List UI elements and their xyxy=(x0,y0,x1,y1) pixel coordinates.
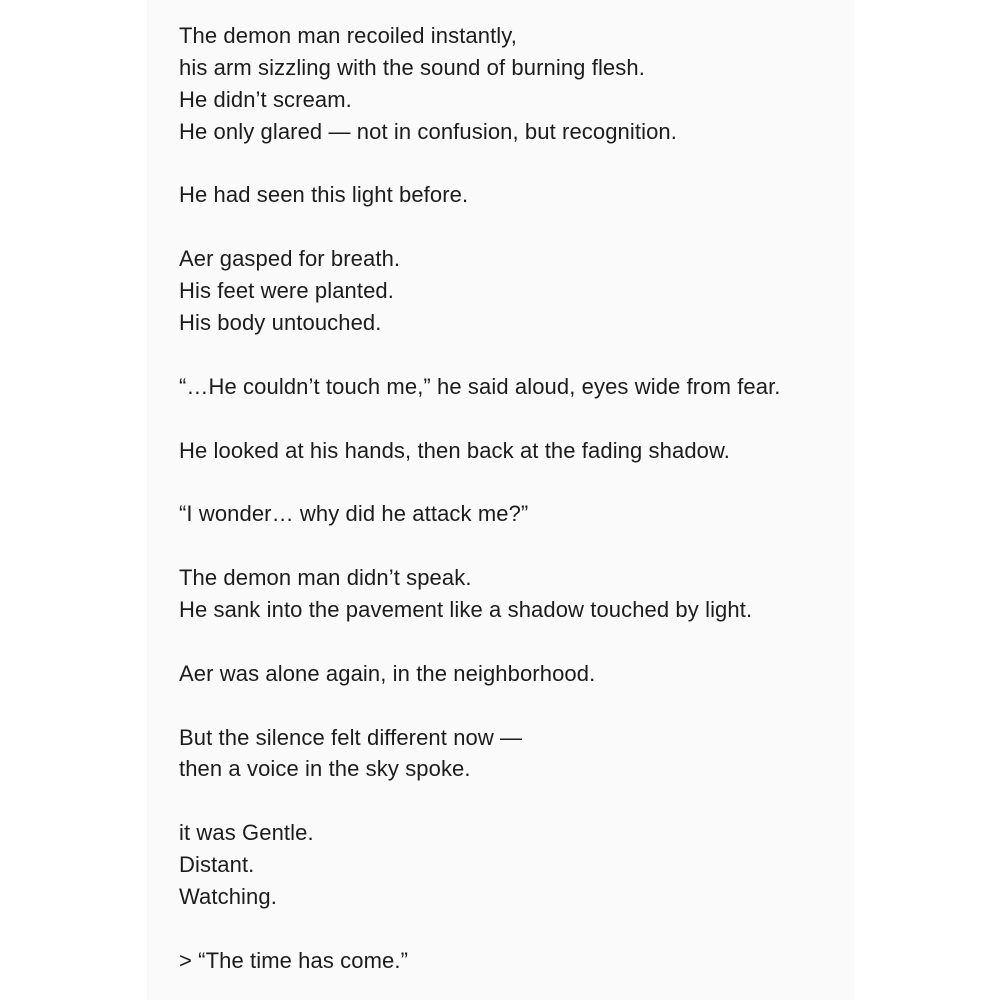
text-line: His body untouched. xyxy=(179,310,382,336)
text-line: But the silence felt different now — xyxy=(179,724,523,750)
blank-line xyxy=(179,466,839,498)
text-line: He sank into the pavement like a shadow touched by light. xyxy=(179,597,753,623)
blank-line xyxy=(179,339,839,371)
text-line: Aer was alone again, in the neighborhood. xyxy=(179,660,596,686)
text-line: He had seen this light before. xyxy=(179,182,469,208)
text-line: his arm sizzling with the sound of burning flesh. xyxy=(179,54,645,80)
blank-line xyxy=(179,626,839,658)
blank-line xyxy=(179,530,839,562)
blank-line xyxy=(179,690,839,722)
text-line: His feet were planted. xyxy=(179,278,394,304)
blank-line xyxy=(179,211,839,243)
text-line: Aer gasped for breath. xyxy=(179,246,401,272)
text-line: The demon man recoiled instantly, xyxy=(179,23,517,48)
text-line: > “The time has come.” xyxy=(179,947,408,973)
story-text xyxy=(179,20,839,977)
blank-line xyxy=(179,913,839,945)
text-line: then a voice in the sky spoke. xyxy=(179,756,471,782)
blank-line xyxy=(179,148,839,180)
text-line: “…He couldn’t touch me,” he said aloud, eyes wide from fear. xyxy=(179,373,781,399)
text-line: Watching. xyxy=(179,884,277,910)
text-line: The demon man didn’t speak. xyxy=(179,565,472,591)
blank-line xyxy=(179,403,839,435)
text-line: Distant. xyxy=(179,852,255,878)
text-line: He looked at his hands, then back at the fading shadow. xyxy=(179,437,730,463)
text-line: “I wonder… why did he attack me?” xyxy=(179,501,529,527)
text-line: it was Gentle. xyxy=(179,820,314,846)
text-line: He only glared — not in confusion, but recognition. xyxy=(179,118,677,144)
blank-line xyxy=(179,785,839,817)
text-line: He didn’t scream. xyxy=(179,86,352,112)
